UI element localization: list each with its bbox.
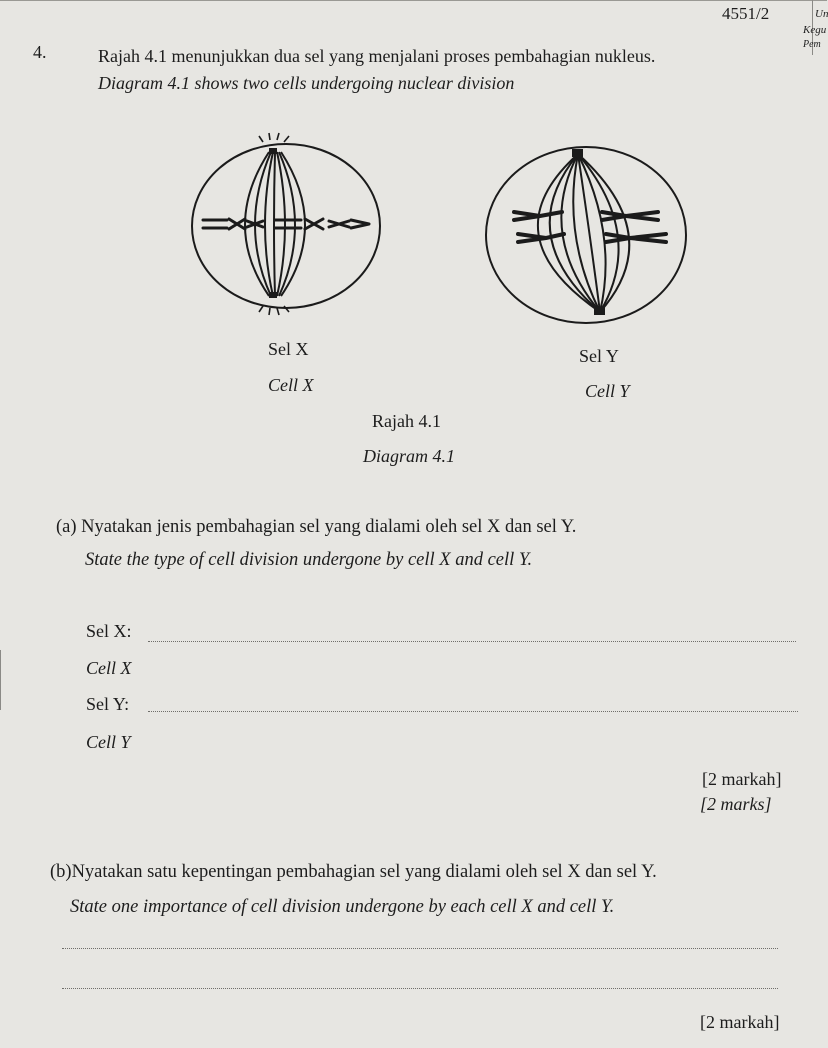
part-b-answer-line-1[interactable]: [62, 948, 778, 949]
part-a-marks-en: [2 marks]: [700, 794, 772, 814]
part-b-prompt-en: State one importance of cell division undergone by each cell X and cell Y.: [70, 897, 615, 917]
part-b-marks-ms: [2 markah]: [700, 1012, 780, 1032]
paper-code: 4551/2: [722, 4, 770, 23]
answer-y-line[interactable]: [148, 711, 798, 712]
question-number: 4.: [33, 42, 47, 62]
answer-x-line[interactable]: [148, 641, 796, 642]
part-a-marks-ms: [2 markah]: [702, 769, 782, 789]
cell-x-diagram: [183, 128, 393, 323]
margin-note-2: Kegu: [803, 24, 827, 36]
part-a-prompt-ms: (a) Nyatakan jenis pembahagian sel yang dialami oleh sel X dan sel Y.: [56, 517, 577, 537]
cell-y-label-en: Cell Y: [585, 381, 630, 401]
part-b-answer-line-2[interactable]: [62, 988, 778, 989]
part-a-prompt-en: State the type of cell division undergone by cell X and cell Y.: [85, 550, 533, 570]
margin-note-3: Pem: [803, 39, 821, 50]
part-b-prompt-ms: (b)Nyatakan satu kepentingan pembahagian sel yang dialami oleh sel X dan sel Y.: [50, 862, 657, 882]
cell-x-label-en: Cell X: [268, 375, 314, 395]
page-top-edge: [0, 0, 827, 1]
question-intro-ms: Rajah 4.1 menunjukkan dua sel yang menjalani proses pembahagian nukleus.: [98, 46, 656, 66]
answer-y-label-en: Cell Y: [86, 732, 131, 752]
cell-x-label-ms: Sel X: [268, 339, 309, 359]
question-intro-en: Diagram 4.1 shows two cells undergoing nuclear division: [98, 73, 515, 93]
answer-y-label-ms: Sel Y:: [86, 694, 130, 714]
cell-y-label-ms: Sel Y: [579, 346, 619, 366]
diagram-caption-en: Diagram 4.1: [363, 446, 456, 466]
margin-note-1: Un: [815, 8, 828, 20]
answer-x-label-ms: Sel X:: [86, 621, 132, 641]
left-edge-mark: [0, 650, 1, 710]
cell-x-chromosomes: [203, 219, 369, 229]
answer-x-label-en: Cell X: [86, 658, 132, 678]
cell-y-diagram: [478, 140, 688, 330]
diagram-caption-ms: Rajah 4.1: [372, 411, 441, 431]
